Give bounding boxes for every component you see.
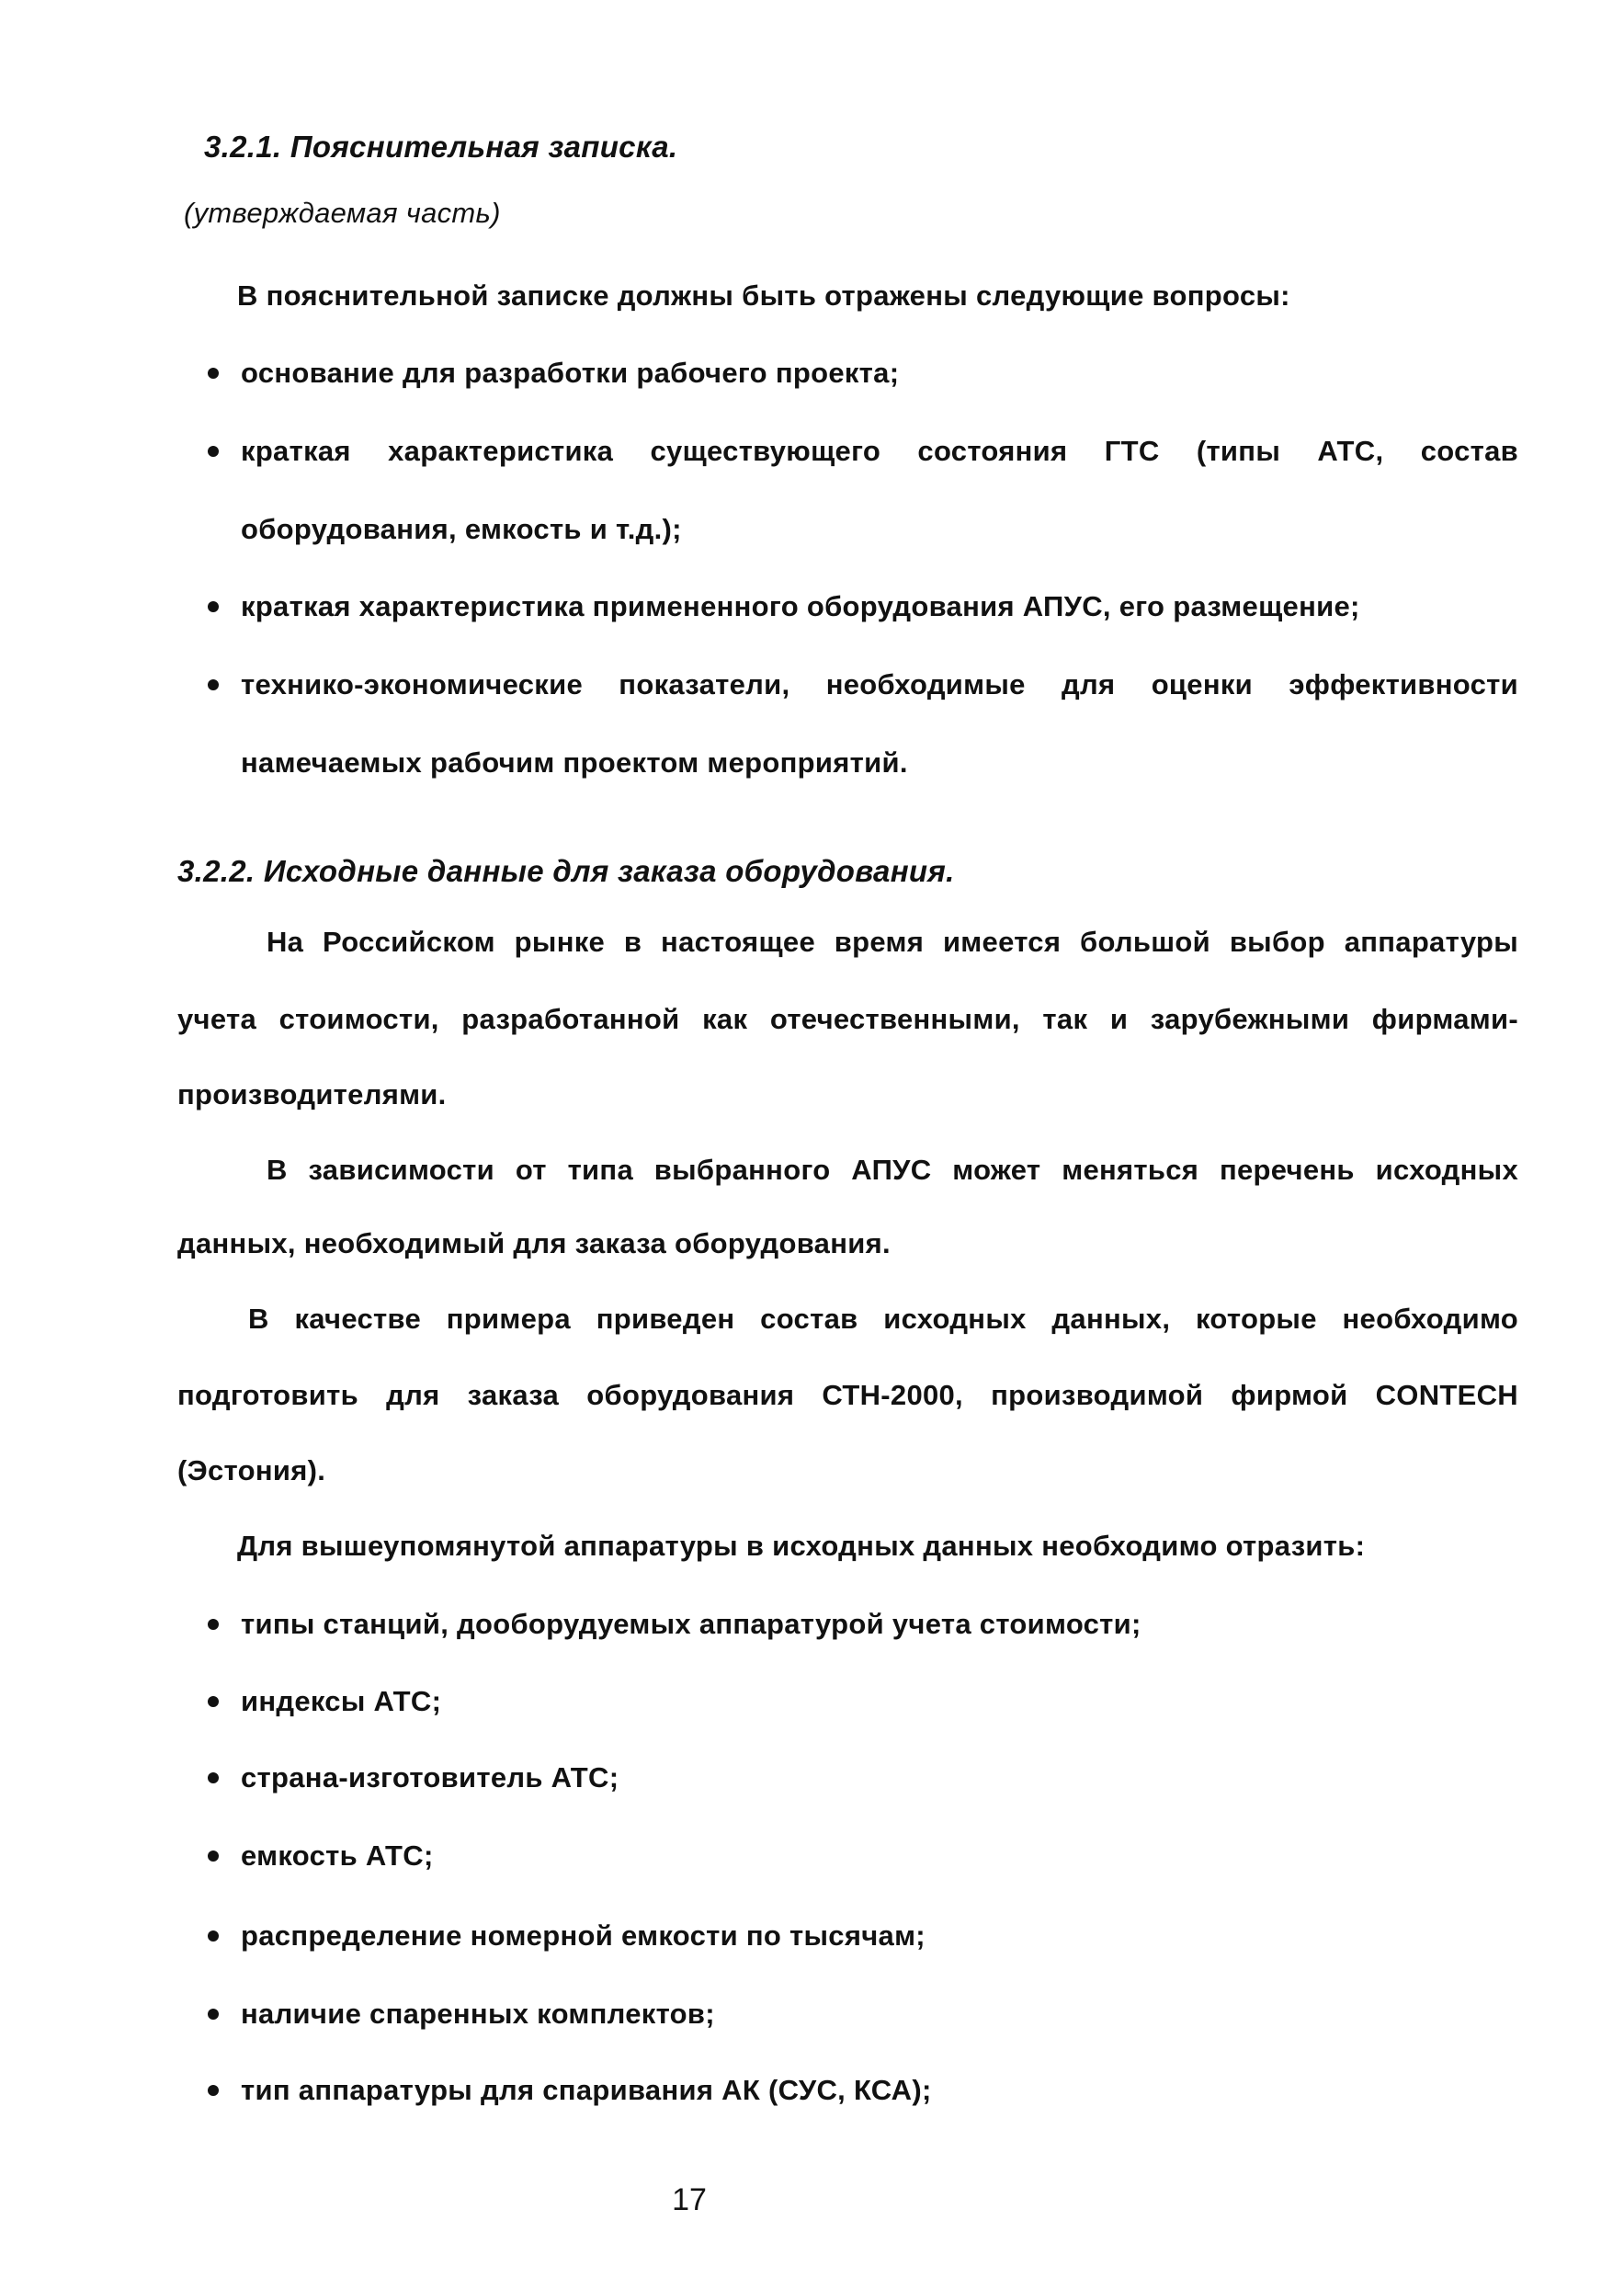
section-heading-3-2-1: 3.2.1. Пояснительная записка.	[204, 130, 678, 164]
list-item: краткая характеристика существующего состояния ГТС (типы АТС, состав	[241, 435, 1518, 467]
bullet-icon	[208, 1696, 219, 1707]
bullet-icon	[208, 1851, 219, 1862]
paragraph-line: На Российском рынке в настоящее время имеется большой выбор аппаратуры	[267, 926, 1518, 958]
list-item: технико-экономические показатели, необходимые для оценки эффективности	[241, 668, 1518, 700]
paragraph-line: подготовить для заказа оборудования СТН-2000, производимой фирмой CONTECH	[177, 1379, 1518, 1411]
list-item: емкость АТС;	[241, 1839, 434, 1872]
list-item: тип аппаратуры для спаривания АК (СУС, КСА);	[241, 2074, 932, 2106]
paragraph-line: учета стоимости, разработанной как отечественными, так и зарубежными фирмами-	[177, 1003, 1518, 1035]
bullet-icon	[208, 2009, 219, 2020]
list-item-continuation: намечаемых рабочим проектом мероприятий.	[241, 746, 908, 779]
section-heading-3-2-2: 3.2.2. Исходные данные для заказа оборудования.	[177, 854, 955, 888]
bullet-icon	[208, 2085, 219, 2096]
paragraph-line: В качестве примера приведен состав исходных данных, которые необходимо	[248, 1303, 1518, 1335]
paragraph-line: В зависимости от типа выбранного АПУС может меняться перечень исходных	[267, 1154, 1518, 1186]
bullet-icon	[208, 1930, 219, 1942]
section1-intro: В пояснительной записке должны быть отражены следующие вопросы:	[237, 279, 1290, 312]
bullet-icon	[208, 368, 219, 379]
list-item-continuation: оборудования, емкость и т.д.);	[241, 513, 682, 545]
bullet-icon	[208, 1619, 219, 1630]
paragraph-line: производителями.	[177, 1078, 447, 1110]
bullet-icon	[208, 446, 219, 457]
list-item: основание для разработки рабочего проекта;	[241, 357, 900, 389]
list-item: индексы АТС;	[241, 1685, 442, 1717]
section-subnote: (утверждаемая часть)	[184, 197, 501, 229]
page-number: 17	[672, 2182, 707, 2217]
list-item: страна-изготовитель АТС;	[241, 1761, 619, 1794]
list-item: наличие спаренных комплектов;	[241, 1998, 715, 2030]
list-item: распределение номерной емкости по тысячам;	[241, 1919, 926, 1952]
list-item: типы станций, дооборудуемых аппаратурой учета стоимости;	[241, 1608, 1141, 1640]
bullet-icon	[208, 1772, 219, 1783]
list-item: краткая характеристика примененного оборудования АПУС, его размещение;	[241, 590, 1360, 622]
paragraph-line: данных, необходимый для заказа оборудования.	[177, 1227, 891, 1259]
bullet-icon	[208, 679, 219, 690]
section2-intro: Для вышеупомянутой аппаратуры в исходных данных необходимо отразить:	[237, 1530, 1366, 1562]
paragraph-line: (Эстония).	[177, 1454, 326, 1486]
bullet-icon	[208, 601, 219, 612]
